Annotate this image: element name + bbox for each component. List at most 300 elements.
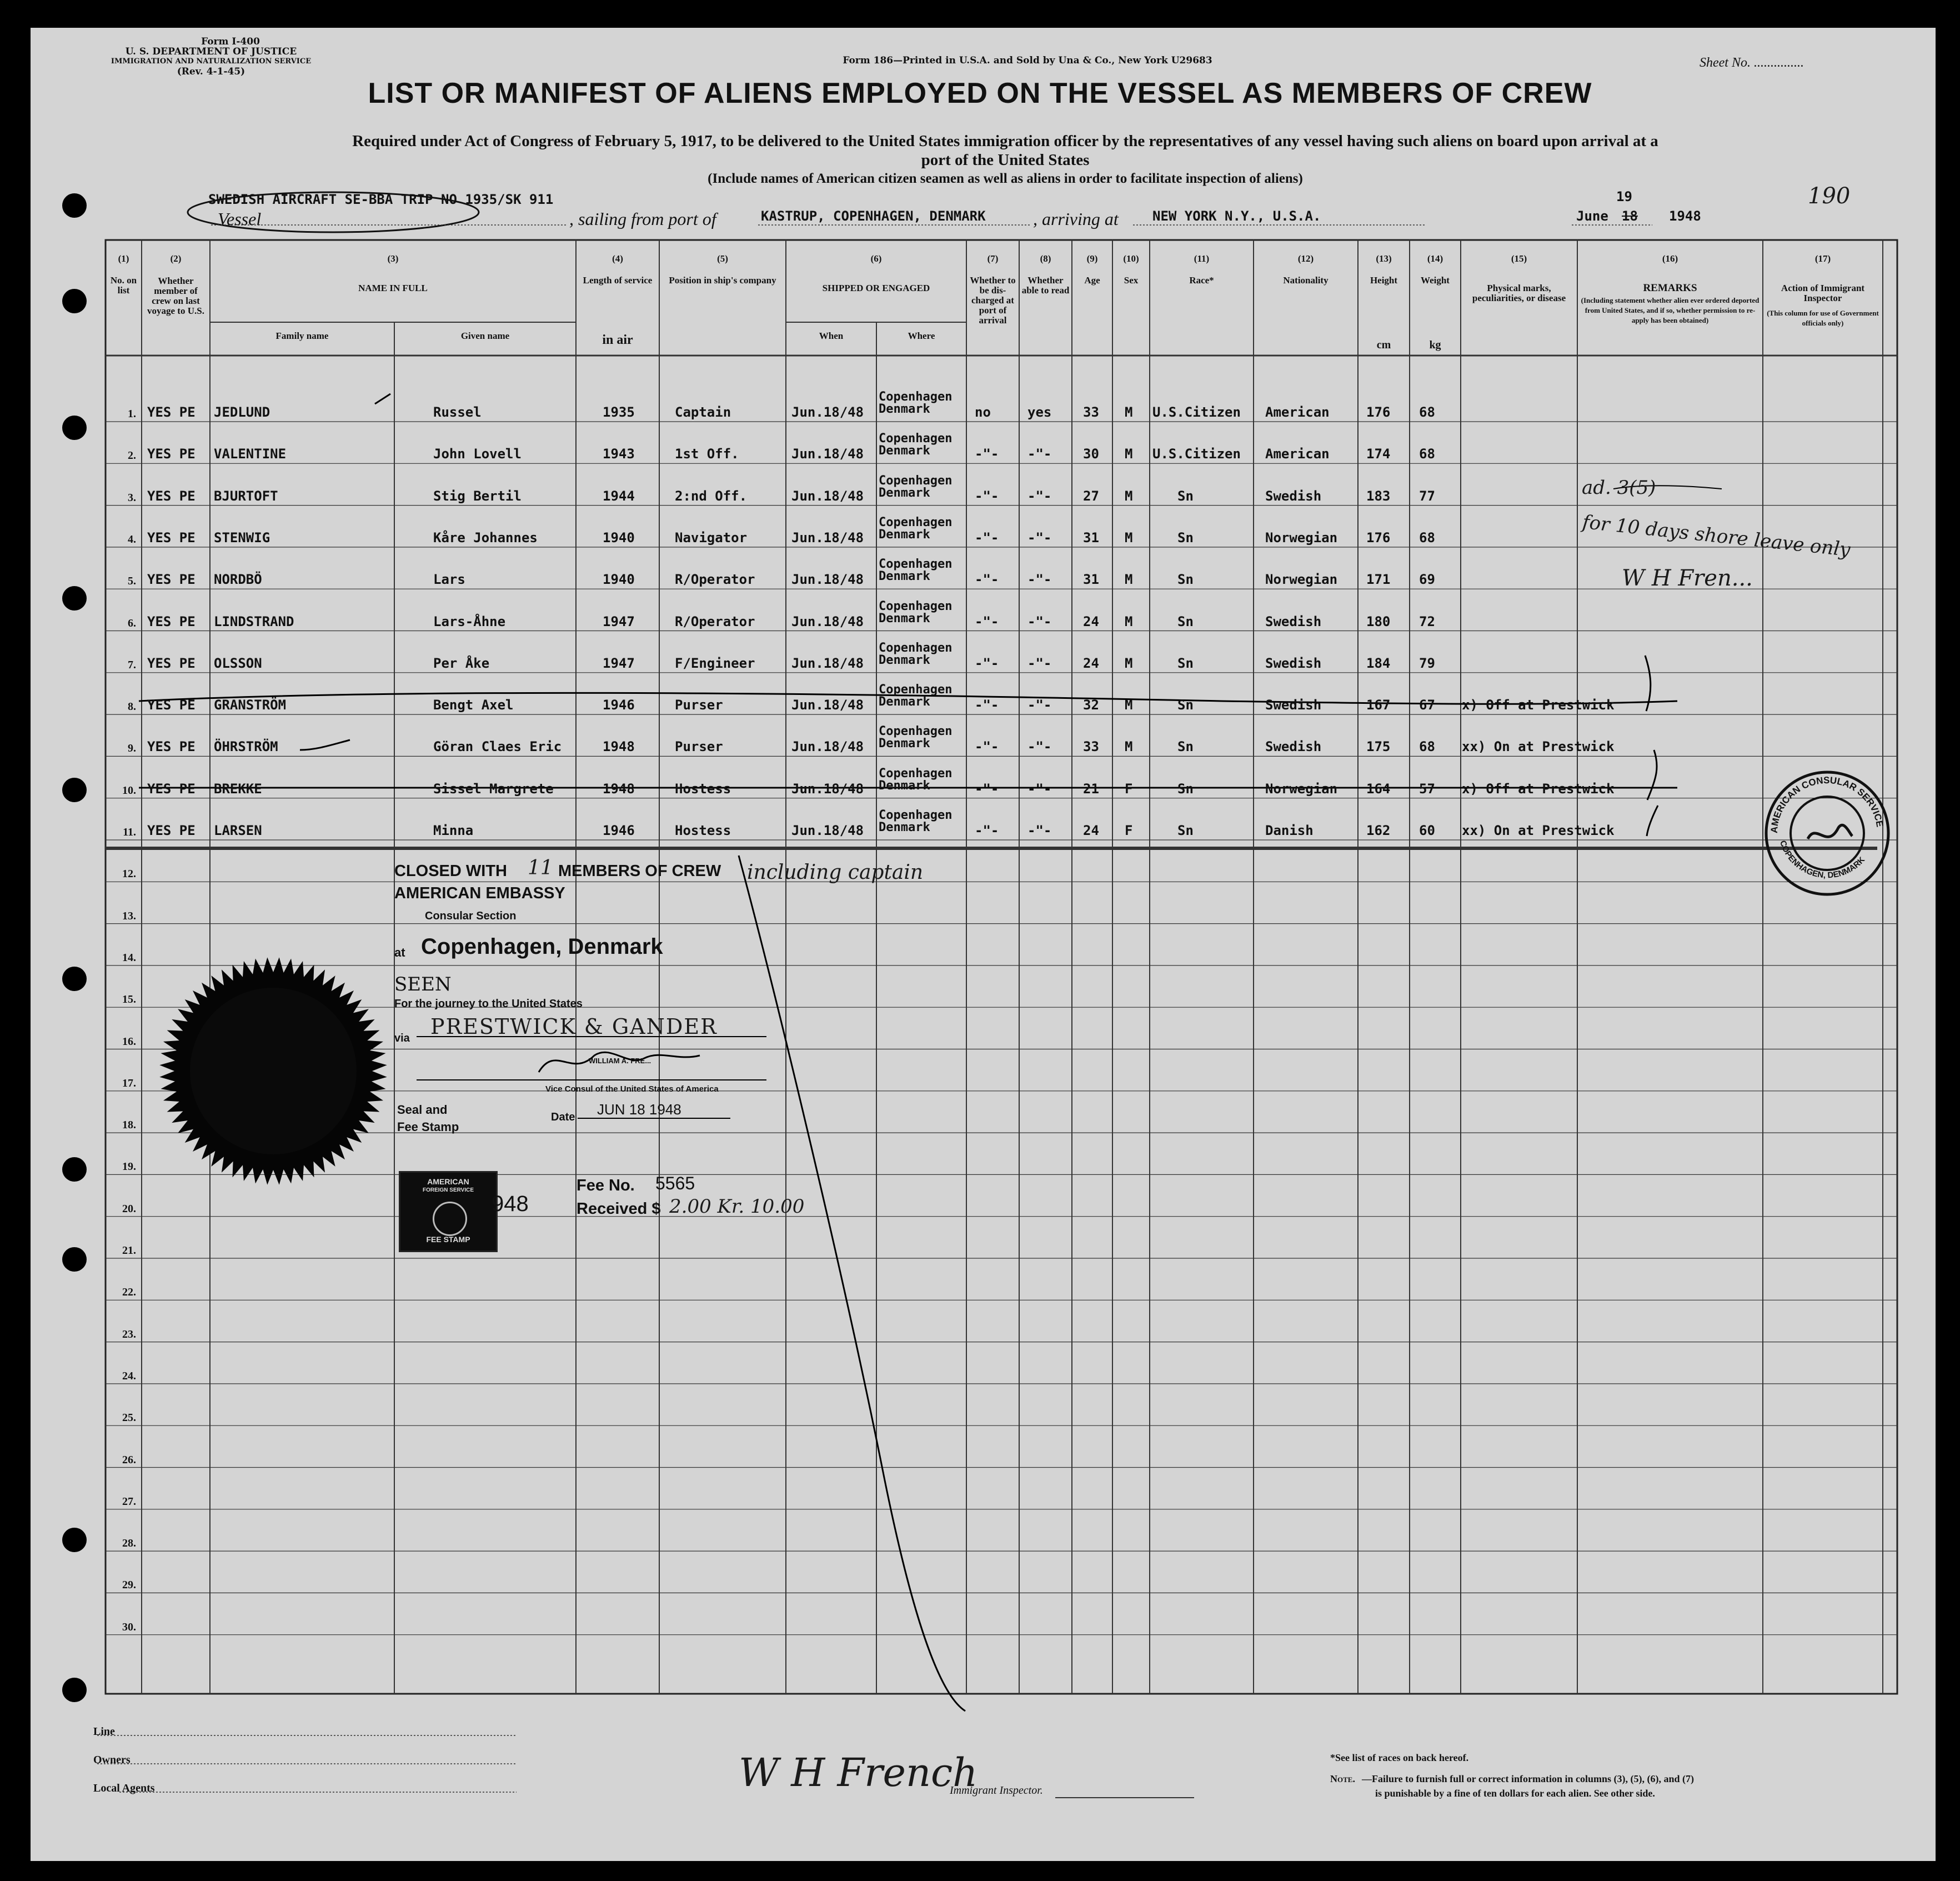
length-of-service: 1946: [603, 823, 635, 838]
position: R/Operator: [675, 613, 755, 629]
races-note: *See list of races on back hereof.: [1330, 1752, 1469, 1763]
column-header: Sex: [1124, 275, 1139, 286]
sex: M: [1125, 404, 1133, 420]
fee-stamp-top: AMERICAN: [427, 1177, 469, 1186]
fee-stamp: [399, 1171, 498, 1252]
position: 1st Off.: [675, 446, 739, 462]
date-day-struck: 18: [1622, 208, 1638, 224]
length-of-service: 1947: [603, 655, 635, 671]
fee-stamp-bottom: FEE STAMP: [426, 1235, 470, 1244]
age: 27: [1083, 488, 1099, 504]
age: 33: [1083, 404, 1099, 420]
row-number: 14.: [122, 951, 136, 964]
given-name: Lars-Åhne: [433, 613, 506, 629]
prev-voyage: YES PE: [147, 404, 196, 420]
nationality: American: [1265, 404, 1330, 420]
column-number: (9): [1086, 253, 1098, 264]
weight: 68: [1419, 446, 1435, 462]
arrival-port: NEW YORK N.Y., U.S.A.: [1152, 208, 1321, 224]
able-to-read: -"-: [1027, 572, 1052, 588]
race: Sn: [1177, 655, 1194, 671]
column-header: Physical marks, peculiarities, or disease: [1472, 283, 1566, 303]
remark: xx) On at Prestwick: [1462, 739, 1615, 755]
prev-voyage: YES PE: [147, 488, 196, 504]
length-of-service: 1948: [603, 739, 635, 755]
race: Sn: [1177, 529, 1194, 546]
row-number: 24.: [122, 1369, 136, 1382]
prev-voyage: YES PE: [147, 446, 196, 462]
nationality: Norwegian: [1265, 572, 1338, 588]
row-number: 6.: [128, 617, 136, 629]
sex: M: [1125, 529, 1133, 546]
length-of-service: 1943: [603, 446, 635, 462]
consular-date: JUN 18 1948: [597, 1101, 681, 1118]
engaged-place: Copenhagen Denmark: [879, 683, 953, 709]
discharged: -"-: [975, 529, 999, 546]
sex: M: [1125, 446, 1133, 462]
position: Hostess: [675, 823, 731, 838]
fee-no: 5565: [655, 1173, 695, 1193]
position: Hostess: [675, 781, 731, 797]
position: 2:nd Off.: [675, 488, 748, 504]
row-number: 2.: [128, 449, 136, 462]
row-number: 13.: [122, 909, 136, 922]
race: U.S.Citizen: [1152, 446, 1241, 462]
column-header: SHIPPED OR ENGAGED: [822, 283, 930, 293]
inspector-label: Immigrant Inspector.: [950, 1784, 1043, 1797]
weight: 79: [1419, 655, 1435, 671]
column-number: (16): [1662, 253, 1678, 264]
engaged-date: Jun.18/48: [791, 572, 864, 588]
prev-voyage: YES PE: [147, 781, 196, 797]
sailing-label: , sailing from port of: [569, 209, 716, 229]
given-name: Kåre Johannes: [433, 529, 538, 546]
column-number: (3): [387, 253, 399, 264]
engaged-date: Jun.18/48: [791, 739, 864, 755]
date-day: 19: [1616, 189, 1632, 204]
row-number: 29.: [122, 1579, 136, 1592]
age: 30: [1083, 446, 1099, 462]
engaged-place: Copenhagen Denmark: [879, 473, 953, 500]
height: 171: [1366, 572, 1391, 588]
family-name: LINDSTRAND: [214, 613, 294, 629]
age: 31: [1083, 572, 1099, 588]
fee-stamp-emblem-icon: [433, 1202, 467, 1236]
prev-voyage: YES PE: [147, 613, 196, 629]
service: IMMIGRATION AND NATURALIZATION SERVICE: [111, 57, 312, 66]
row-number: 9.: [128, 742, 136, 755]
position: Navigator: [675, 529, 748, 546]
column-number: (10): [1123, 253, 1139, 264]
race: Sn: [1177, 697, 1194, 713]
column-note: (This column for use of Government officials only): [1767, 309, 1879, 327]
engaged-place: Copenhagen Denmark: [879, 432, 953, 458]
form-id: Form I-400: [201, 36, 260, 47]
engaged-place: Copenhagen Denmark: [879, 390, 953, 416]
engaged-place: Copenhagen Denmark: [879, 766, 953, 793]
column-number: (4): [612, 253, 623, 264]
row-number: 30.: [122, 1620, 136, 1633]
engaged-place: Copenhagen Denmark: [879, 641, 953, 667]
engaged-place: Copenhagen Denmark: [879, 599, 953, 626]
discharged: -"-: [975, 613, 999, 629]
column-number: (1): [118, 253, 129, 264]
nationality: Swedish: [1265, 655, 1322, 671]
via-route: PRESTWICK & GANDER: [430, 1014, 718, 1039]
column-header: Weight: [1421, 275, 1450, 286]
discharged: -"-: [975, 446, 999, 462]
column-header: Height: [1370, 275, 1398, 286]
prev-voyage: YES PE: [147, 655, 196, 671]
row-number: 11.: [123, 826, 136, 838]
engaged-date: Jun.18/48: [791, 529, 864, 546]
race: Sn: [1177, 572, 1194, 588]
given-name: Per Åke: [433, 655, 490, 671]
discharged: -"-: [975, 572, 999, 588]
page-title: LIST OR MANIFEST OF ALIENS EMPLOYED ON THE VESSEL AS MEMBERS OF CREW: [368, 77, 1592, 109]
engaged-place: Copenhagen Denmark: [879, 724, 953, 751]
weight: 68: [1419, 739, 1435, 755]
column-number: (2): [170, 253, 182, 264]
column-number: (13): [1376, 253, 1392, 264]
received-amount: 2.00 Kr. 10.00: [669, 1195, 805, 1218]
weight: 60: [1419, 823, 1435, 838]
sex: M: [1125, 572, 1133, 588]
given-name: John Lovell: [433, 446, 522, 462]
column-header: Whether to be dis-charged at port of arrival: [970, 275, 1016, 326]
nationality: Swedish: [1265, 739, 1322, 755]
note-text: is punishable by a fine of ten dollars for each alien. See other side.: [1375, 1788, 1655, 1799]
column-subheader: When: [819, 331, 844, 341]
row-number: 8.: [128, 701, 136, 713]
family-name: BJURTOFT: [214, 488, 278, 504]
subtitle: Required under Act of Congress of February 5, 1917, to be delivered to the United States immigration officer by the representatives of any vessel having such aliens on board upon arrival at a: [352, 132, 1658, 150]
length-of-service: 1944: [603, 488, 635, 504]
row-number: 21.: [122, 1244, 136, 1257]
column-header: Race*: [1189, 275, 1214, 286]
consular-round-stamp: [1761, 767, 1894, 900]
column-number: (12): [1297, 253, 1314, 264]
sex: M: [1125, 613, 1133, 629]
race: Sn: [1177, 781, 1194, 797]
race: Sn: [1177, 823, 1194, 838]
given-name: Sissel Margrete: [433, 781, 554, 797]
family-name: GRANSTRÖM: [214, 697, 287, 713]
date-underline: [578, 1117, 733, 1120]
given-name: Russel: [433, 404, 482, 420]
printer-line: Form 186—Printed in U.S.A. and Sold by Una & Co., New York U29683: [843, 55, 1212, 66]
given-name: Minna: [433, 823, 474, 838]
row-number: 7.: [128, 658, 136, 671]
engaged-date: Jun.18/48: [791, 655, 864, 671]
sheet-number: Sheet No. ...............: [1700, 56, 1804, 70]
row-number: 18.: [122, 1119, 136, 1132]
weight: 68: [1419, 404, 1435, 420]
prev-voyage: YES PE: [147, 739, 196, 755]
column-number: (7): [987, 253, 999, 264]
consular-section: Consular Section: [425, 910, 517, 922]
date-year: 1948: [1669, 208, 1701, 224]
discharged: -"-: [975, 739, 999, 755]
sex: F: [1125, 823, 1133, 838]
handwritten-remark: for 10 days shore leave only: [1581, 511, 1852, 562]
row-number: 20.: [122, 1202, 136, 1215]
row-number: 19.: [122, 1160, 136, 1173]
row-number: 15.: [122, 993, 136, 1006]
length-of-service: 1940: [603, 529, 635, 546]
column-number: (15): [1511, 253, 1527, 264]
race: Sn: [1177, 488, 1194, 504]
subtitle: port of the United States: [921, 151, 1090, 169]
row-number: 28.: [122, 1537, 136, 1550]
height: 176: [1366, 404, 1391, 420]
age: 24: [1083, 655, 1099, 671]
given-name: Göran Claes Eric: [433, 739, 562, 755]
length-of-service: 1940: [603, 572, 635, 588]
handwritten-remark: ad. 3(5): [1582, 477, 1656, 499]
nationality: American: [1265, 446, 1330, 462]
round-stamp-bottom: COPENHAGEN, DENMARK: [1778, 839, 1867, 881]
column-header: REMARKS: [1643, 282, 1697, 294]
column-number: (6): [870, 253, 882, 264]
prev-voyage: YES PE: [147, 697, 196, 713]
sex: M: [1125, 488, 1133, 504]
family-name: ÖHRSTRÖM: [214, 739, 278, 755]
prev-voyage: YES PE: [147, 823, 196, 838]
nationality: Norwegian: [1265, 781, 1338, 797]
family-name: LARSEN: [214, 823, 262, 838]
seen: SEEN: [394, 973, 452, 995]
engaged-date: Jun.18/48: [791, 823, 864, 838]
engaged-date: Jun.18/48: [791, 446, 864, 462]
length-of-service: 1948: [603, 781, 635, 797]
family-name: OLSSON: [214, 655, 262, 671]
date-month: June: [1576, 208, 1608, 224]
department: U. S. DEPARTMENT OF JUSTICE: [125, 46, 297, 57]
agents-label: Local Agents: [93, 1782, 155, 1794]
revision: (Rev. 4-1-45): [177, 66, 245, 77]
race: U.S.Citizen: [1152, 404, 1241, 420]
handwritten-remark: W H Fren...: [1622, 566, 1753, 591]
able-to-read: -"-: [1027, 781, 1052, 797]
journey: For the journey to the United States: [394, 998, 583, 1010]
length-of-service: 1947: [603, 613, 635, 629]
family-name: STENWIG: [214, 529, 270, 546]
able-to-read: -"-: [1027, 529, 1052, 546]
height: 174: [1366, 446, 1391, 462]
column-number: (14): [1427, 253, 1443, 264]
column-unit: cm: [1376, 339, 1391, 351]
family-name: NORDBÖ: [214, 572, 262, 588]
subtitle-note: (Include names of American citizen seamen as well as aliens in order to facilitate inspection of aliens): [708, 171, 1303, 186]
closed-count: 11: [528, 857, 553, 879]
position: Purser: [675, 697, 723, 713]
row-number: 23.: [122, 1328, 136, 1340]
row-number: 27.: [122, 1495, 136, 1508]
sex: F: [1125, 781, 1133, 797]
weight: 69: [1419, 572, 1435, 588]
age: 24: [1083, 823, 1099, 838]
column-header: Age: [1084, 275, 1100, 286]
vessel-label: Vessel: [218, 209, 262, 229]
owners-label: Owners: [93, 1754, 131, 1766]
family-name: VALENTINE: [214, 446, 287, 462]
nationality: Danish: [1265, 823, 1314, 838]
page-number: 190: [1808, 183, 1851, 209]
vessel-name: SWEDISH AIRCRAFT SE-BBA TRIP NO 1935/SK 911: [208, 192, 554, 207]
column-unit: kg: [1429, 339, 1441, 351]
age: 24: [1083, 613, 1099, 629]
row-number: 22.: [122, 1286, 136, 1299]
age: 33: [1083, 739, 1099, 755]
given-name: Bengt Axel: [433, 697, 514, 713]
row-number: 12.: [122, 868, 136, 881]
svg-text:AMERICAN CONSULAR SERVICE: [1769, 775, 1886, 833]
closed-with: CLOSED WITH: [394, 862, 507, 880]
weight: 67: [1419, 697, 1435, 713]
height: 184: [1366, 655, 1391, 671]
note-text: —Failure to furnish full or correct information in columns (3), (5), (6), and (7): [1362, 1773, 1694, 1784]
weight: 68: [1419, 529, 1435, 546]
column-unit: in air: [602, 333, 633, 347]
round-stamp-top: AMERICAN CONSULAR SERVICE: [1768, 774, 1886, 834]
members-of-crew: MEMBERS OF CREW: [558, 862, 721, 880]
column-header: Action of Immigrant Inspector: [1781, 283, 1865, 303]
race: Sn: [1177, 613, 1194, 629]
embassy: AMERICAN EMBASSY: [394, 884, 565, 902]
race: Sn: [1177, 739, 1194, 755]
note-label: Note.: [1330, 1773, 1355, 1784]
row-number: 4.: [128, 533, 136, 546]
column-header: Nationality: [1283, 275, 1329, 286]
column-header: Length of service: [583, 275, 653, 286]
inspector-signature: W H French: [739, 1750, 978, 1795]
engaged-date: Jun.18/48: [791, 488, 864, 504]
weight: 72: [1419, 613, 1435, 629]
able-to-read: -"-: [1027, 655, 1052, 671]
prev-voyage: YES PE: [147, 529, 196, 546]
engaged-date: Jun.18/48: [791, 613, 864, 629]
able-to-read: yes: [1027, 404, 1052, 420]
family-name: JEDLUND: [214, 404, 270, 420]
column-header: Position in ship's company: [669, 275, 776, 286]
engaged-place: Copenhagen Denmark: [879, 808, 953, 834]
position: Captain: [675, 404, 731, 420]
discharged: no: [975, 404, 991, 420]
height: 180: [1366, 613, 1391, 629]
nationality: Swedish: [1265, 697, 1322, 713]
column-header: Whether member of crew on last voyage to U.S.: [147, 276, 204, 316]
discharged: -"-: [975, 655, 999, 671]
fee-stamp-label: Fee Stamp: [397, 1120, 459, 1134]
row-number: 1.: [128, 408, 136, 420]
consulate-city: Copenhagen, Denmark: [421, 934, 663, 959]
height: 167: [1366, 697, 1391, 713]
seal-label: Seal and: [397, 1103, 448, 1117]
via-label: via: [394, 1032, 410, 1044]
column-subheader: Where: [908, 331, 935, 341]
height: 162: [1366, 823, 1391, 838]
at-label: at: [394, 945, 405, 959]
embossed-seal: [157, 954, 390, 1188]
including-captain: including captain: [747, 861, 924, 884]
age: 32: [1083, 697, 1099, 713]
position: F/Engineer: [675, 655, 755, 671]
row-number: 3.: [128, 491, 136, 504]
column-number: (17): [1814, 253, 1831, 264]
column-number: (11): [1194, 253, 1210, 264]
nationality: Swedish: [1265, 613, 1322, 629]
age: 31: [1083, 529, 1099, 546]
sex: M: [1125, 697, 1133, 713]
given-name: Stig Bertil: [433, 488, 522, 504]
height: 175: [1366, 739, 1391, 755]
engaged-date: Jun.18/48: [791, 781, 864, 797]
received-label: Received $: [577, 1200, 661, 1218]
officer-title: Vice Consul of the United States of America: [545, 1084, 719, 1094]
able-to-read: -"-: [1027, 446, 1052, 462]
discharged: -"-: [975, 823, 999, 838]
engaged-date: Jun.18/48: [791, 697, 864, 713]
length-of-service: 1935: [603, 404, 635, 420]
weight: 77: [1419, 488, 1435, 504]
column-number: (8): [1040, 253, 1051, 264]
engaged-place: Copenhagen Denmark: [879, 515, 953, 542]
fee-no-label: Fee No.: [577, 1177, 635, 1194]
fee-stamp-mid: FOREIGN SERVICE: [422, 1187, 474, 1193]
arriving-label: , arriving at: [1033, 209, 1119, 229]
nationality: Norwegian: [1265, 529, 1338, 546]
row-number: 25.: [122, 1412, 136, 1424]
height: 183: [1366, 488, 1391, 504]
remark: x) Off at Prestwick: [1462, 781, 1615, 797]
fee-stamp-year: 948: [492, 1192, 529, 1216]
column-note: (Including statement whether alien ever ordered deported from United States, and if so, whether permission to re-apply has been obtained): [1581, 296, 1760, 324]
departure-port: KASTRUP, COPENHAGEN, DENMARK: [761, 208, 986, 224]
position: R/Operator: [675, 572, 755, 588]
length-of-service: 1946: [603, 697, 635, 713]
discharged: -"-: [975, 488, 999, 504]
position: Purser: [675, 739, 723, 755]
sex: M: [1125, 655, 1133, 671]
engaged-date: Jun.18/48: [791, 404, 864, 420]
column-number: (5): [717, 253, 728, 264]
officer-name: WILLIAM A. FRE...: [589, 1057, 651, 1065]
family-name: BREKKE: [214, 781, 262, 797]
row-number: 5.: [128, 575, 136, 588]
row-number: 17.: [122, 1077, 136, 1089]
row-number: 16.: [122, 1035, 136, 1048]
remark: x) Off at Prestwick: [1462, 697, 1615, 713]
column-header: NAME IN FULL: [358, 283, 428, 293]
able-to-read: -"-: [1027, 823, 1052, 838]
engaged-place: Copenhagen Denmark: [879, 557, 953, 584]
prev-voyage: YES PE: [147, 572, 196, 588]
line-label: Line: [93, 1725, 115, 1738]
column-header: No. on list: [110, 275, 137, 296]
date-label: Date: [551, 1111, 575, 1123]
able-to-read: -"-: [1027, 488, 1052, 504]
weight: 57: [1419, 781, 1435, 797]
column-header: Whether able to read: [1021, 275, 1070, 296]
discharged: -"-: [975, 697, 999, 713]
column-subheader: Family name: [275, 331, 329, 341]
nationality: Swedish: [1265, 488, 1322, 504]
remark: xx) On at Prestwick: [1462, 823, 1615, 838]
able-to-read: -"-: [1027, 613, 1052, 629]
height: 176: [1366, 529, 1391, 546]
given-name: Lars: [433, 572, 465, 588]
